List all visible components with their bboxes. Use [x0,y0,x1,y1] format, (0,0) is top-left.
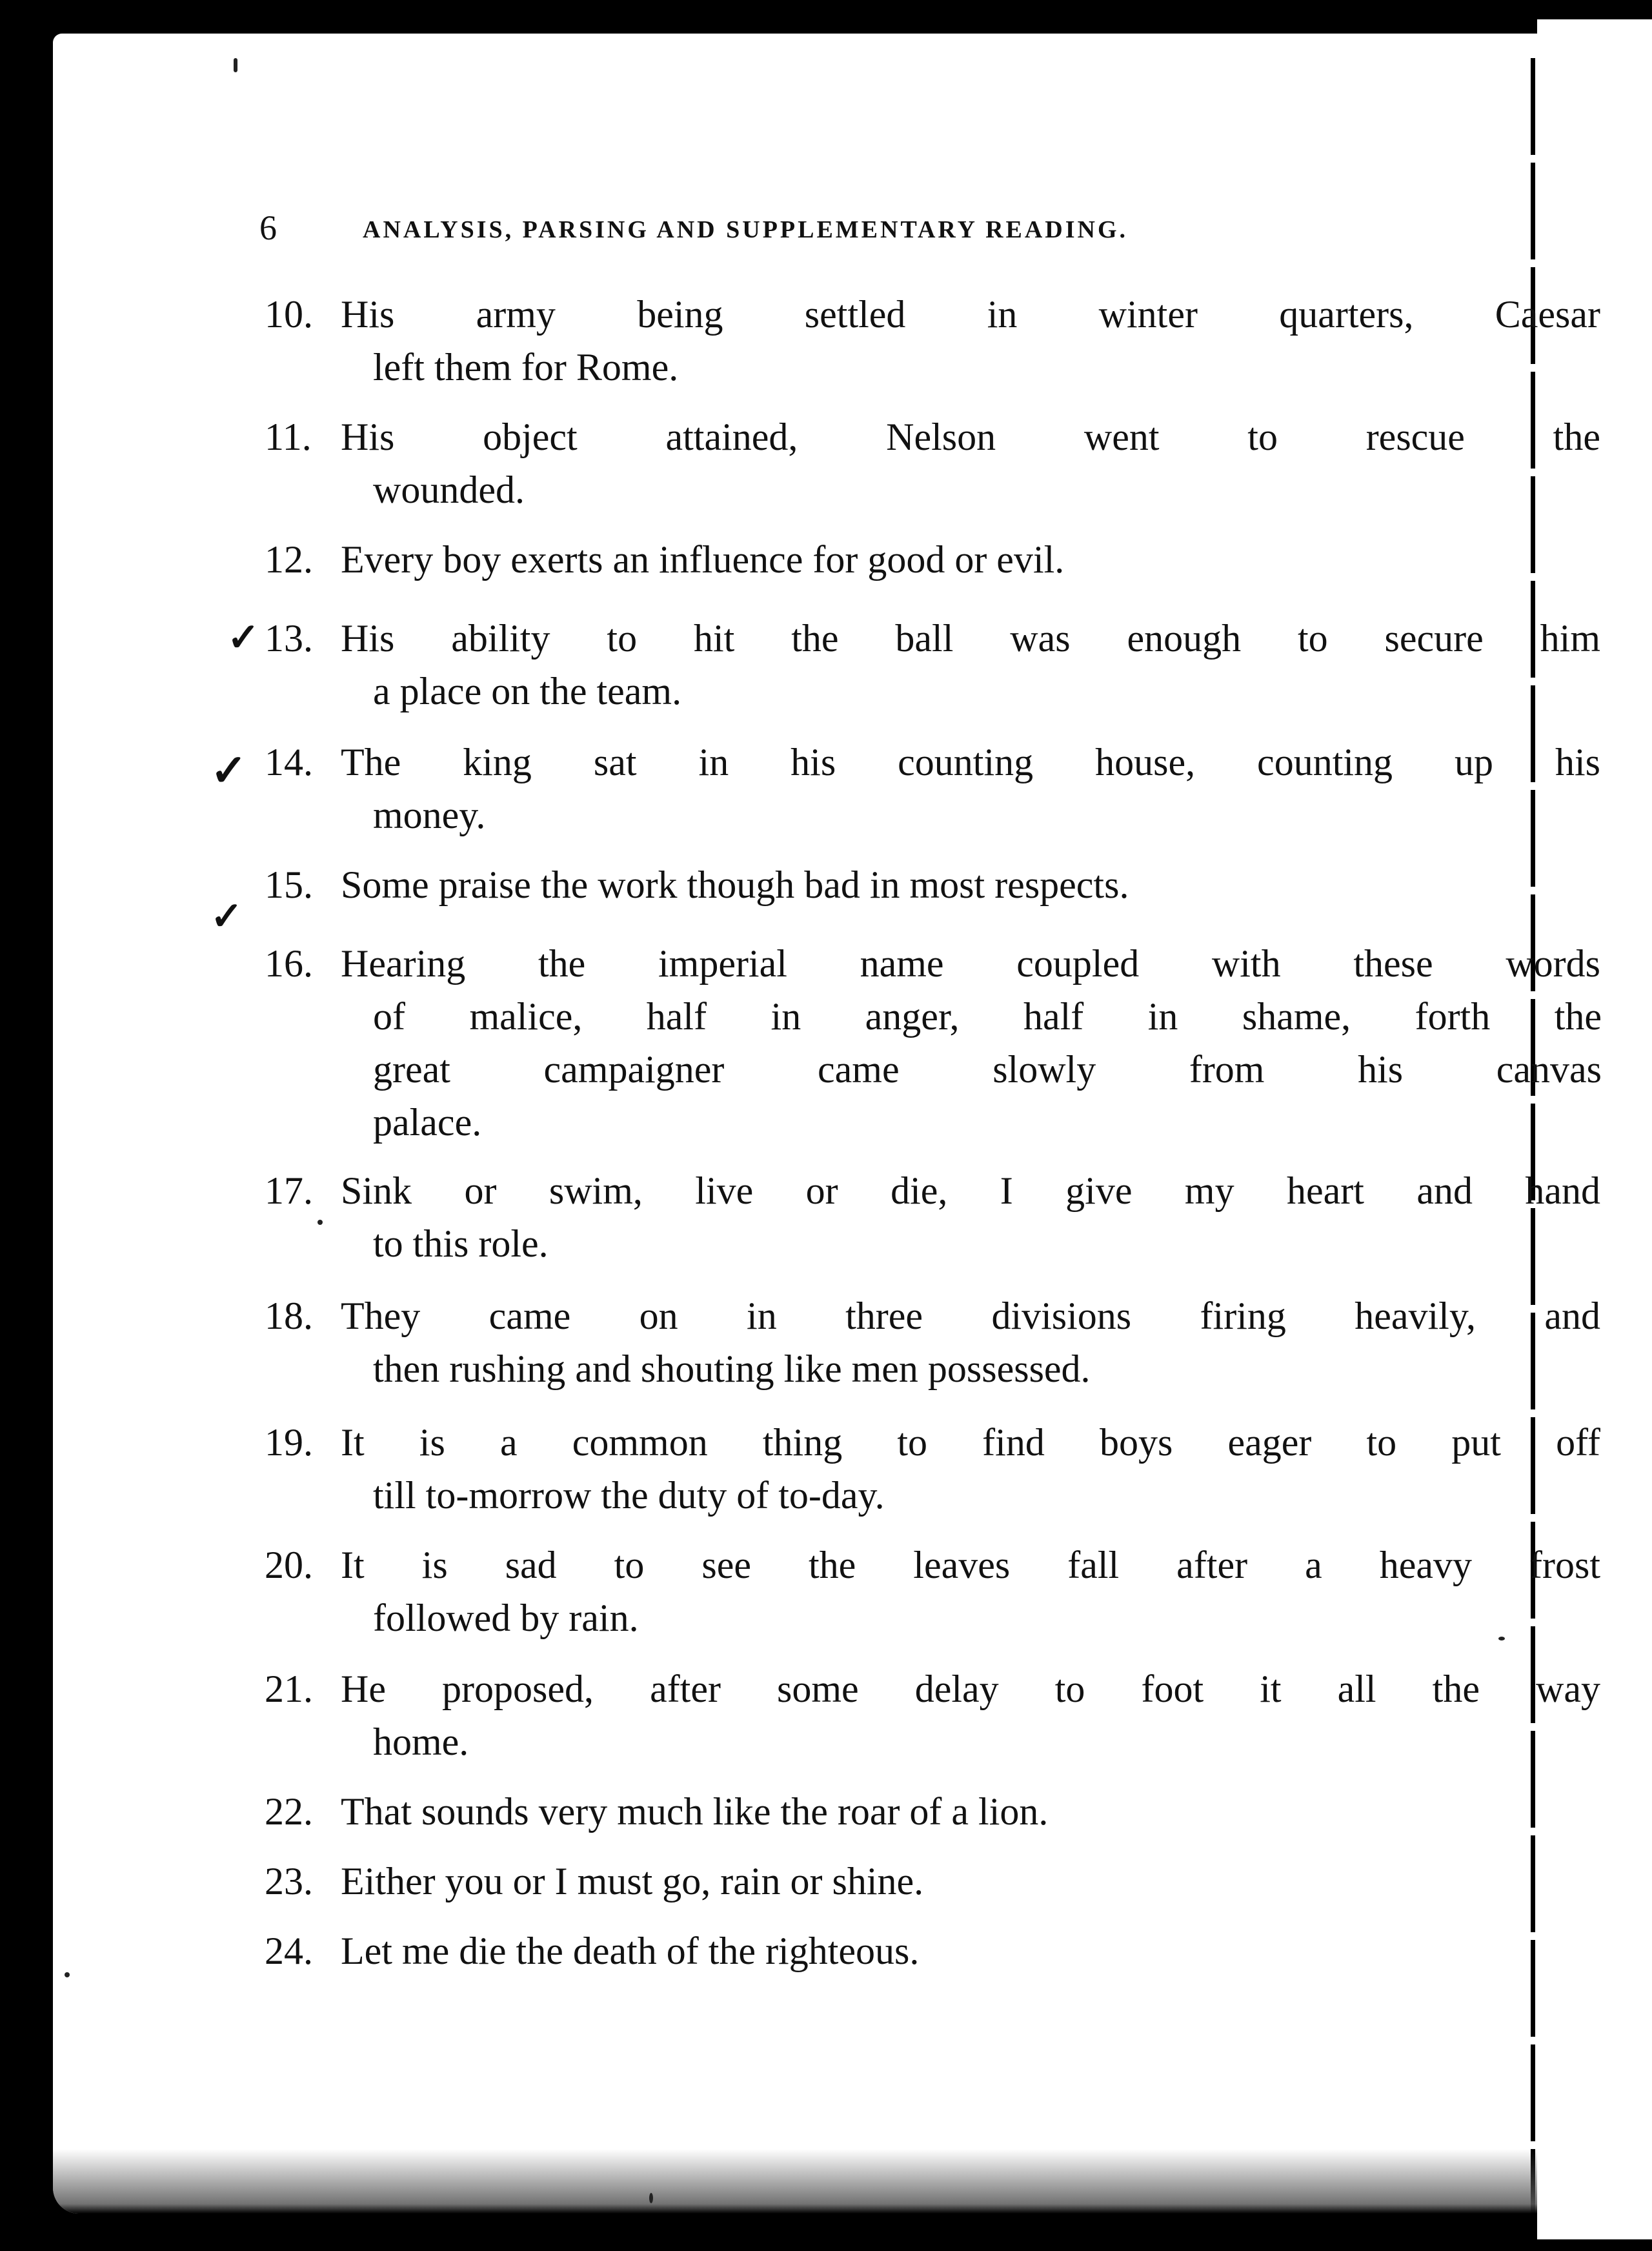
item-line: He proposed, after some delay to foot it all the way [341,1668,1600,1710]
item-line: They came on in three divisions firing heavily, and [341,1295,1600,1337]
item-line: of malice, half in anger, half in shame, forth the [373,995,1602,1038]
item-line: a place on the team. [373,670,682,712]
ink-speck [649,2193,653,2203]
margin-check-15: ✓ [210,894,243,939]
item-number: 15. [265,863,313,906]
item-line: Some praise the work though bad in most respects. [341,863,1129,906]
item-number: 11. [265,416,312,458]
ink-speck [1498,1637,1505,1640]
item-number: 21. [265,1668,313,1710]
running-head: ANALYSIS, PARSING AND SUPPLEMENTARY READING. [363,216,1129,243]
item-line: It is a common thing to find boys eager to put off [341,1421,1600,1464]
item-number: 16. [265,942,313,985]
ink-speck [234,58,237,72]
item-number: 22. [265,1790,313,1833]
item-line: money. [373,794,486,836]
page-number: 6 [259,208,277,247]
margin-check-14: ✓ [210,745,247,796]
item-line: then rushing and shouting like men possessed. [373,1348,1091,1390]
item-number: 18. [265,1295,313,1337]
item-number: 17. [265,1169,313,1212]
item-line: left them for Rome. [373,346,679,389]
item-line: The king sat in his counting house, counting up his [341,741,1600,783]
item-number: 12. [265,538,313,581]
item-line: to this role. [373,1222,549,1265]
item-line: palace. [373,1101,482,1144]
item-line: Hearing the imperial name coupled with these words [341,942,1600,985]
item-number: 24. [265,1930,313,1972]
item-line: Every boy exerts an influence for good or evil. [341,538,1065,581]
item-number: 23. [265,1860,313,1903]
item-line: It is sad to see the leaves fall after a heavy frost [341,1544,1600,1586]
item-number: 14. [265,741,313,783]
item-line: great campaigner came slowly from his canvas [373,1048,1602,1091]
item-line: Let me die the death of the righteous. [341,1930,920,1972]
item-number: 19. [265,1421,313,1464]
ink-speck [65,1972,70,1977]
item-line: That sounds very much like the roar of a lion. [341,1790,1049,1833]
item-line: Either you or I must go, rain or shine. [341,1860,924,1903]
ink-speck [317,1220,323,1225]
item-number: 13. [265,617,313,660]
gutter-line [1531,58,1535,2239]
margin-check-13: ✓ [227,615,260,660]
item-line: Sink or swim, live or die, I give my heart and hand [341,1169,1600,1212]
item-line: His ability to hit the ball was enough to secure him [341,617,1600,660]
item-line: His object attained, Nelson went to rescue the [341,416,1600,458]
item-line: wounded. [373,469,525,511]
page-bottom-shadow [53,2149,1537,2214]
item-line: till to-morrow the duty of to-day. [373,1474,885,1517]
item-number: 20. [265,1544,313,1586]
item-line: followed by rain. [373,1597,639,1639]
item-line: His army being settled in winter quarters, Caesar [341,293,1600,336]
facing-page-edge [1537,19,1652,2239]
item-number: 10. [265,293,313,336]
item-line: home. [373,1721,469,1763]
